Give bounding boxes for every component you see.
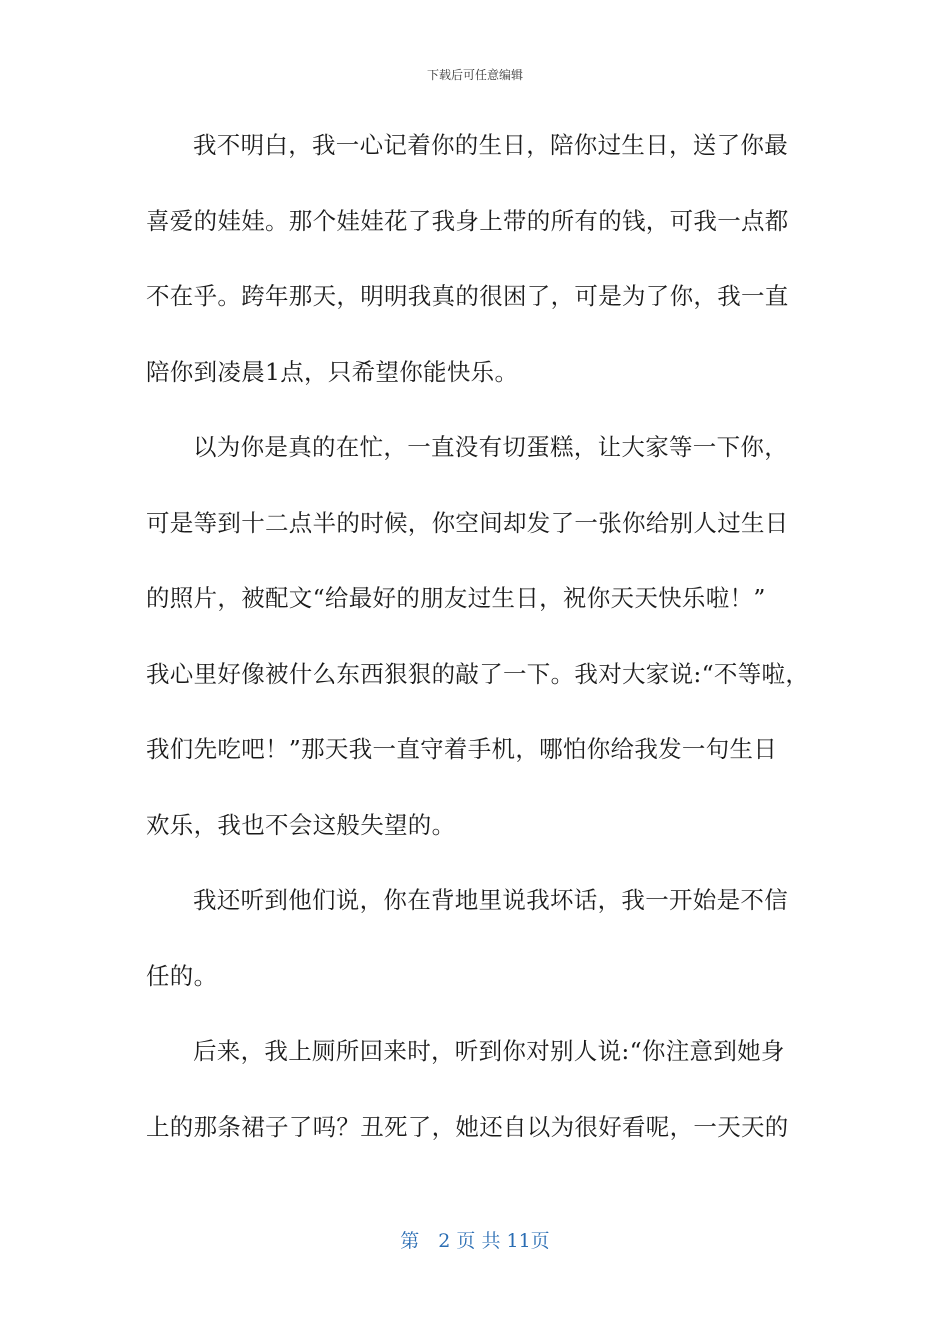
text-line: 我还听到他们说，你在背地里说我坏话，我一开始是不信 bbox=[193, 886, 788, 914]
text-line: 后来，我上厕所回来时，听到你对别人说:“你注意到她身 bbox=[193, 1037, 785, 1065]
text-line: 陪你到凌晨1点，只希望你能快乐。 bbox=[146, 357, 519, 386]
text-line: 欢乐，我也不会这般失望的。 bbox=[146, 810, 456, 839]
text-line: 我心里好像被什么东西狠狠的敲了一下。我对大家说:“不等啦， bbox=[146, 659, 810, 688]
text-line: 喜爱的娃娃。那个娃娃花了我身上带的所有的钱，可我一点都 bbox=[146, 206, 789, 235]
page-number: 第 2 页 共 11页 bbox=[400, 1230, 550, 1252]
text-line: 任的。 bbox=[146, 961, 218, 990]
text-line: 以为你是真的在忙，一直没有切蛋糕，让大家等一下你， bbox=[193, 433, 788, 461]
text-line: 的照片，被配文“给最好的朋友过生日，祝你天天快乐啦！” bbox=[146, 584, 766, 612]
page-header: 下载后可任意编辑 bbox=[426, 68, 523, 82]
text-line: 可是等到十二点半的时候，你空间却发了一张你给别人过生日 bbox=[146, 508, 789, 537]
text-line: 上的那条裙子了吗？丑死了，她还自以为很好看呢，一天天的 bbox=[146, 1112, 789, 1141]
document-body bbox=[146, 122, 826, 1179]
text-line: 我不明白，我一心记着你的生日，陪你过生日，送了你最 bbox=[193, 131, 788, 159]
text-line: 我们先吃吧！”那天我一直守着手机，哪怕你给我发一句生日 bbox=[146, 735, 778, 763]
text-line: 不在乎。跨年那天，明明我真的很困了，可是为了你，我一直 bbox=[146, 282, 789, 310]
